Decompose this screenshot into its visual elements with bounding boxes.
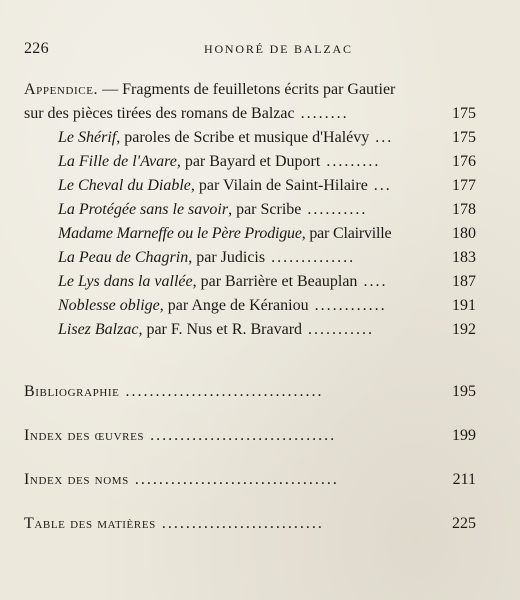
entry-credits: , par Scribe xyxy=(228,201,302,218)
toc-page-ref: 177 xyxy=(452,177,476,194)
toc-entry xyxy=(24,270,476,294)
dot-leader: ........... xyxy=(302,321,375,338)
dot-leader: ............................... xyxy=(144,427,337,444)
toc-section-names-index xyxy=(24,468,476,492)
toc-entry xyxy=(24,174,476,198)
toc-page-ref: 175 xyxy=(452,129,476,146)
dot-leader: ......... xyxy=(320,153,381,170)
entry-title: Le Lys dans la vallée xyxy=(58,273,193,290)
toc-entry xyxy=(24,150,476,174)
entry-credits: , par Vilain de Saint-Hilaire xyxy=(190,177,368,194)
dot-leader: .................................. xyxy=(128,471,339,488)
dot-leader: ................................. xyxy=(119,383,324,400)
entry-credits: , par Ange de Kéraniou xyxy=(159,297,309,314)
entry-credits: , paroles de Scribe et musique d'Halévy xyxy=(116,129,370,146)
page-header xyxy=(24,40,496,60)
section-label: Bibliographie xyxy=(24,383,120,400)
dot-leader: ........................... xyxy=(155,515,324,532)
entry-credits: , par F. Nus et R. Bravard xyxy=(138,321,303,338)
entry-title: La Peau de Chagrin xyxy=(58,249,189,266)
toc-page-ref: 183 xyxy=(452,249,476,266)
toc-entry xyxy=(24,246,476,270)
toc-section-bibliography xyxy=(24,380,476,404)
toc-page-ref: 192 xyxy=(452,321,476,338)
dot-leader: ... xyxy=(369,129,394,146)
toc-page-ref: 187 xyxy=(452,273,476,290)
appendix-description-continued: sur des pièces tirées des romans de Balzac xyxy=(24,105,295,122)
toc-section-contents xyxy=(24,512,476,536)
appendix-description: — Fragments de feuilletons écrits par Gautier xyxy=(98,81,396,98)
toc-page-ref: 199 xyxy=(452,427,476,444)
section-label: Index des œuvres xyxy=(24,427,145,444)
toc-section-works-index xyxy=(24,424,476,448)
entry-title: La Protégée sans le savoir xyxy=(58,201,229,218)
appendix-heading-line-1 xyxy=(24,78,476,102)
toc-page-ref: 178 xyxy=(452,201,476,218)
dot-leader: .............. xyxy=(265,249,356,266)
appendix-heading-line-2 xyxy=(24,102,476,126)
toc-page-ref: 225 xyxy=(452,515,476,532)
entry-title: La Fille de l'Avare xyxy=(58,153,177,170)
toc-page-ref: 211 xyxy=(452,471,476,488)
dot-leader: ............ xyxy=(308,297,387,314)
section-label: Index des noms xyxy=(24,471,129,488)
table-of-contents xyxy=(24,78,476,536)
toc-entry xyxy=(24,126,476,150)
entry-title: Le Shérif xyxy=(58,129,117,146)
entry-title: Madame Marneffe ou le Père Prodigue xyxy=(58,225,302,242)
entry-credits: , par Bayard et Duport xyxy=(176,153,321,170)
entry-credits: , par Judicis xyxy=(188,249,266,266)
appendix-label: Appendice. xyxy=(24,81,99,98)
page-number: 226 xyxy=(24,40,49,57)
running-title: HONORÉ DE BALZAC xyxy=(204,42,353,56)
toc-entry xyxy=(24,318,476,342)
toc-entry xyxy=(24,222,476,246)
dot-leader: .... xyxy=(357,273,388,290)
dot-leader: ........ xyxy=(294,105,349,122)
toc-entry xyxy=(24,294,476,318)
dot-leader: ... xyxy=(367,177,392,194)
entry-credits: , par Clairville xyxy=(301,225,392,242)
entry-title: Noblesse oblige xyxy=(58,297,160,314)
toc-page-ref: 191 xyxy=(452,297,476,314)
dot-leader: .......... xyxy=(301,201,368,218)
section-label: Table des matières xyxy=(24,515,156,532)
toc-entry xyxy=(24,198,476,222)
toc-page-ref: 176 xyxy=(452,153,476,170)
toc-page-ref: 180 xyxy=(452,225,476,242)
entry-title: Le Cheval du Diable xyxy=(58,177,191,194)
entry-title: Lisez Balzac xyxy=(58,321,139,338)
toc-page-ref: 175 xyxy=(452,105,476,122)
entry-credits: , par Barrière et Beauplan xyxy=(192,273,358,290)
toc-page-ref: 195 xyxy=(452,383,476,400)
